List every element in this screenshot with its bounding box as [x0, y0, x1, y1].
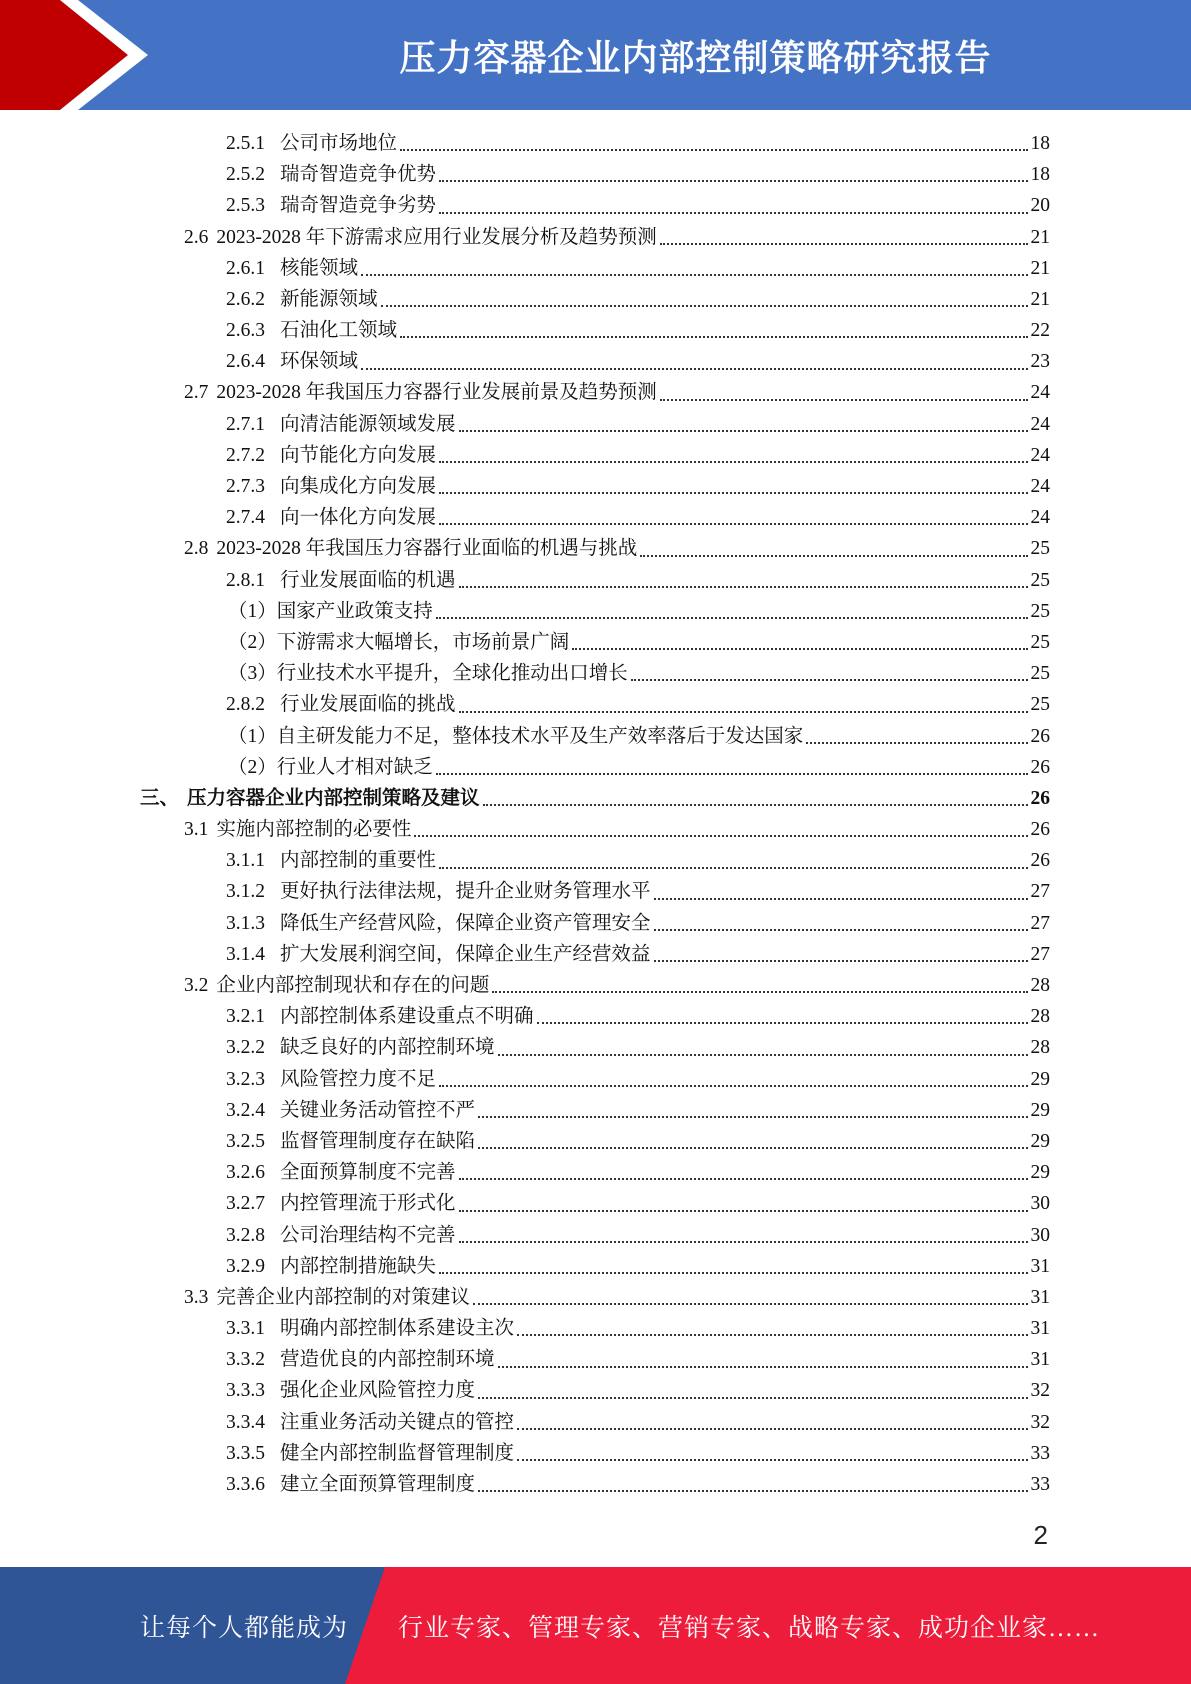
- toc-entry[interactable]: [140, 502, 1050, 533]
- toc-entry-page: 28: [1030, 975, 1050, 997]
- toc-entry-number: 三、: [140, 787, 180, 809]
- toc-entry-title: 降低生产经营风险，保障企业资产管理安全: [280, 912, 651, 934]
- toc-dot-leader: [439, 1271, 1027, 1274]
- toc-entry-title: 2023-2028 年下游需求应用行业发展分析及趋势预测: [216, 226, 657, 248]
- footer-slogan-left: 让每个人都能成为: [140, 1614, 349, 1642]
- toc-entry-number: 3.2.1: [226, 1006, 265, 1028]
- toc-entry-number: 2.7: [184, 382, 209, 404]
- toc-entry-title: 公司市场地位: [280, 132, 398, 154]
- toc-entry[interactable]: [140, 346, 1050, 377]
- toc-dot-leader: [459, 710, 1028, 713]
- toc-entry-page: 31: [1030, 1349, 1050, 1371]
- toc-dot-leader: [459, 1240, 1028, 1243]
- toc-entry-number: 3.2.3: [226, 1068, 265, 1090]
- toc-entry-page: 18: [1030, 164, 1050, 186]
- toc-entry-title: 明确内部控制体系建设主次: [280, 1318, 515, 1340]
- toc-entry[interactable]: [140, 1344, 1050, 1375]
- toc-entry-page: 25: [1030, 694, 1050, 716]
- toc-entry[interactable]: [140, 1220, 1050, 1251]
- toc-entry-page: 26: [1030, 819, 1050, 841]
- toc-entry-title: 向集成化方向发展: [280, 476, 437, 498]
- toc-entry[interactable]: [140, 565, 1050, 596]
- toc-entry-title: 完善企业内部控制的对策建议: [216, 1286, 470, 1308]
- toc-entry[interactable]: [140, 378, 1050, 409]
- toc-entry-page: 28: [1030, 1037, 1050, 1059]
- toc-entry[interactable]: [140, 752, 1050, 783]
- toc-entry-title: 监督管理制度存在缺陷: [280, 1130, 476, 1152]
- toc-entry-page: 26: [1030, 725, 1050, 747]
- toc-entry-page: 21: [1030, 288, 1050, 310]
- toc-entry-page: 31: [1030, 1286, 1050, 1308]
- toc-entry[interactable]: [140, 253, 1050, 284]
- toc-dot-leader: [459, 429, 1028, 432]
- toc-dot-leader: [361, 367, 1027, 370]
- toc-entry-title: 向一体化方向发展: [280, 507, 437, 529]
- toc-entry-page: 25: [1030, 600, 1050, 622]
- toc-dot-leader: [517, 1427, 1027, 1430]
- toc-entry-title: 强化企业风险管控力度: [280, 1380, 476, 1402]
- toc-dot-leader: [483, 803, 1028, 806]
- toc-dot-leader: [439, 866, 1027, 869]
- toc-entry-page: 29: [1030, 1130, 1050, 1152]
- toc-entry[interactable]: [140, 1032, 1050, 1063]
- toc-entry-number: 2.6.3: [226, 320, 265, 342]
- toc-entry-title: 行业发展面临的挑战: [280, 694, 456, 716]
- table-of-contents: [140, 128, 1050, 1500]
- toc-entry-title: 全面预算制度不完善: [280, 1162, 456, 1184]
- toc-entry[interactable]: [140, 1313, 1050, 1344]
- toc-entry-number: 3.2.5: [226, 1130, 265, 1152]
- toc-entry-number: 3.2.6: [226, 1162, 265, 1184]
- toc-entry-page: 25: [1030, 663, 1050, 685]
- toc-entry-title: 石油化工领域: [280, 320, 398, 342]
- toc-dot-leader: [459, 585, 1028, 588]
- toc-entry[interactable]: [140, 1188, 1050, 1219]
- toc-entry[interactable]: [140, 190, 1050, 221]
- toc-dot-leader: [459, 1177, 1028, 1180]
- toc-entry-title: 向节能化方向发展: [280, 444, 437, 466]
- toc-entry[interactable]: [140, 970, 1050, 1001]
- toc-entry-page: 25: [1030, 631, 1050, 653]
- header-banner: [0, 0, 1191, 110]
- toc-entry[interactable]: [140, 627, 1050, 658]
- toc-entry-title: 行业发展面临的机遇: [280, 569, 456, 591]
- toc-entry-page: 28: [1030, 1006, 1050, 1028]
- toc-entry-title: 更好执行法律法规，提升企业财务管理水平: [280, 881, 651, 903]
- toc-dot-leader: [517, 1458, 1027, 1461]
- toc-entry-number: （2）: [228, 756, 277, 778]
- toc-entry[interactable]: [140, 814, 1050, 845]
- toc-entry-number: 3.3.3: [226, 1380, 265, 1402]
- toc-dot-leader: [660, 398, 1028, 401]
- toc-entry-title: 内控管理流于形式化: [280, 1193, 456, 1215]
- toc-entry-title: 压力容器企业内部控制策略及建议: [187, 787, 480, 809]
- toc-entry-number: 3.3.6: [226, 1474, 265, 1496]
- toc-dot-leader: [498, 1053, 1028, 1056]
- toc-entry-page: 25: [1030, 538, 1050, 560]
- toc-dot-leader: [537, 1021, 1028, 1024]
- toc-entry-page: 33: [1030, 1474, 1050, 1496]
- toc-entry[interactable]: [140, 1438, 1050, 1469]
- toc-entry-title: 瑞奇智造竞争优势: [280, 164, 437, 186]
- toc-entry-page: 21: [1030, 257, 1050, 279]
- toc-entry-title: 建立全面预算管理制度: [280, 1474, 476, 1496]
- toc-entry[interactable]: [140, 596, 1050, 627]
- toc-entry-number: （3）: [228, 663, 277, 685]
- toc-dot-leader: [436, 616, 1028, 619]
- toc-entry-number: 3.3.2: [226, 1349, 265, 1371]
- toc-dot-leader: [478, 1489, 1027, 1492]
- toc-entry-number: 2.6.1: [226, 257, 265, 279]
- toc-dot-leader: [640, 554, 1027, 557]
- toc-entry[interactable]: [140, 1376, 1050, 1407]
- page-number: 2: [1033, 1520, 1048, 1550]
- toc-entry-number: 2.7.1: [226, 413, 265, 435]
- toc-dot-leader: [478, 1396, 1027, 1399]
- toc-entry-title: 企业内部控制现状和存在的问题: [216, 975, 490, 997]
- toc-entry[interactable]: [140, 128, 1050, 159]
- toc-entry-title: 环保领域: [280, 351, 359, 373]
- toc-entry[interactable]: [140, 1126, 1050, 1157]
- report-title: 压力容器企业内部控制策略研究报告: [399, 37, 992, 79]
- toc-entry-page: 33: [1030, 1442, 1050, 1464]
- toc-entry-page: 30: [1030, 1193, 1050, 1215]
- toc-entry-number: 3.1.3: [226, 912, 265, 934]
- toc-entry-title: 缺乏良好的内部控制环境: [280, 1037, 495, 1059]
- toc-entry-number: 2.7.2: [226, 444, 265, 466]
- toc-dot-leader: [400, 335, 1027, 338]
- toc-dot-leader: [660, 242, 1028, 245]
- toc-entry-number: 2.7.3: [226, 476, 265, 498]
- toc-entry-title: 内部控制措施缺失: [280, 1255, 437, 1277]
- toc-dot-leader: [631, 678, 1028, 681]
- toc-entry-title: 瑞奇智造竞争劣势: [280, 195, 437, 217]
- toc-dot-leader: [654, 897, 1028, 900]
- toc-entry-page: 24: [1030, 413, 1050, 435]
- toc-entry[interactable]: [140, 1064, 1050, 1095]
- toc-entry-title: 自主研发能力不足，整体技术水平及生产效率落后于发达国家: [276, 725, 804, 747]
- toc-entry-page: 29: [1030, 1099, 1050, 1121]
- toc-entry-page: 30: [1030, 1224, 1050, 1246]
- toc-entry[interactable]: [140, 440, 1050, 471]
- toc-entry-page: 22: [1030, 320, 1050, 342]
- toc-entry-number: 2.7.4: [226, 507, 265, 529]
- toc-entry[interactable]: [140, 284, 1050, 315]
- toc-entry[interactable]: [140, 1282, 1050, 1313]
- toc-entry-number: 3.3.1: [226, 1318, 265, 1340]
- toc-entry-page: 32: [1030, 1380, 1050, 1402]
- toc-dot-leader: [478, 1146, 1027, 1149]
- toc-dot-leader: [572, 647, 1027, 650]
- toc-entry-title: 内部控制体系建设重点不明确: [280, 1006, 534, 1028]
- toc-entry[interactable]: [140, 533, 1050, 564]
- toc-dot-leader: [436, 772, 1028, 775]
- toc-entry-number: 3.2: [184, 975, 209, 997]
- toc-entry-page: 18: [1030, 132, 1050, 154]
- toc-entry-title: 关键业务活动管控不严: [280, 1099, 476, 1121]
- toc-entry[interactable]: [140, 471, 1050, 502]
- toc-entry-title: 2023-2028 年我国压力容器行业面临的机遇与挑战: [216, 538, 638, 560]
- toc-entry-page: 31: [1030, 1255, 1050, 1277]
- toc-entry-number: 3.1: [184, 819, 209, 841]
- toc-dot-leader: [654, 928, 1028, 931]
- toc-dot-leader: [414, 834, 1027, 837]
- toc-entry[interactable]: [140, 908, 1050, 939]
- toc-entry[interactable]: [140, 159, 1050, 190]
- toc-entry[interactable]: [140, 315, 1050, 346]
- toc-entry-title: 注重业务活动关键点的管控: [280, 1411, 515, 1433]
- toc-entry-number: 2.5.1: [226, 132, 265, 154]
- toc-entry-number: 3.2.8: [226, 1224, 265, 1246]
- toc-entry-number: （1）: [228, 600, 277, 622]
- toc-dot-leader: [806, 741, 1027, 744]
- toc-entry-number: 2.6.4: [226, 351, 265, 373]
- toc-entry-number: 3.1.4: [226, 943, 265, 965]
- toc-entry[interactable]: [140, 877, 1050, 908]
- toc-entry[interactable]: [140, 1095, 1050, 1126]
- toc-entry-title: 国家产业政策支持: [276, 600, 433, 622]
- toc-entry-number: 3.2.9: [226, 1255, 265, 1277]
- toc-dot-leader: [439, 491, 1027, 494]
- toc-entry-number: （2）: [228, 631, 277, 653]
- toc-entry-title: 核能领域: [280, 257, 359, 279]
- toc-dot-leader: [517, 1333, 1027, 1336]
- toc-entry-title: 健全内部控制监督管理制度: [280, 1442, 515, 1464]
- toc-dot-leader: [478, 1115, 1027, 1118]
- toc-entry[interactable]: [140, 783, 1050, 814]
- toc-dot-leader: [439, 211, 1027, 214]
- toc-entry-number: 3.2.7: [226, 1193, 265, 1215]
- toc-entry-number: 3.3: [184, 1286, 209, 1308]
- toc-entry-title: 下游需求大幅增长，市场前景广阔: [276, 631, 570, 653]
- toc-entry[interactable]: [140, 689, 1050, 720]
- toc-entry[interactable]: [140, 845, 1050, 876]
- toc-entry-page: 24: [1030, 507, 1050, 529]
- toc-entry[interactable]: [140, 409, 1050, 440]
- toc-entry-title: 新能源领域: [280, 288, 378, 310]
- toc-entry[interactable]: [140, 721, 1050, 752]
- toc-entry-number: 2.6: [184, 226, 209, 248]
- toc-entry-page: 29: [1030, 1068, 1050, 1090]
- toc-entry-title: 行业技术水平提升，全球化推动出口增长: [276, 663, 628, 685]
- toc-entry-number: 3.1.1: [226, 850, 265, 872]
- toc-entry-number: 3.2.2: [226, 1037, 265, 1059]
- toc-entry-page: 27: [1030, 881, 1050, 903]
- toc-entry-title: 公司治理结构不完善: [280, 1224, 456, 1246]
- toc-entry-page: 26: [1030, 850, 1050, 872]
- footer-banner: [0, 1567, 1191, 1684]
- toc-entry-number: 2.8: [184, 538, 209, 560]
- toc-entry-title: 实施内部控制的必要性: [216, 819, 412, 841]
- toc-dot-leader: [439, 460, 1027, 463]
- toc-entry-page: 29: [1030, 1162, 1050, 1184]
- toc-entry[interactable]: [140, 1407, 1050, 1438]
- toc-entry-title: 2023-2028 年我国压力容器行业发展前景及趋势预测: [216, 382, 657, 404]
- toc-dot-leader: [459, 1209, 1028, 1212]
- toc-dot-leader: [439, 1084, 1027, 1087]
- toc-entry-page: 27: [1030, 943, 1050, 965]
- toc-entry-title: 扩大发展利润空间，保障企业生产经营效益: [280, 943, 651, 965]
- toc-entry-title: 风险管控力度不足: [280, 1068, 437, 1090]
- toc-entry-page: 31: [1030, 1318, 1050, 1340]
- toc-dot-leader: [498, 1365, 1028, 1368]
- toc-entry-page: 24: [1030, 444, 1050, 466]
- toc-entry-page: 24: [1030, 382, 1050, 404]
- toc-entry-number: 2.5.3: [226, 195, 265, 217]
- footer-slogan-right: 行业专家、管理专家、营销专家、战略专家、成功企业家……: [398, 1614, 1101, 1642]
- toc-dot-leader: [492, 990, 1027, 993]
- toc-entry-page: 23: [1030, 351, 1050, 373]
- toc-entry-page: 27: [1030, 912, 1050, 934]
- toc-entry-page: 26: [1030, 756, 1050, 778]
- toc-entry-page: 25: [1030, 569, 1050, 591]
- toc-entry-number: 2.6.2: [226, 288, 265, 310]
- toc-entry[interactable]: [140, 658, 1050, 689]
- toc-dot-leader: [654, 959, 1028, 962]
- toc-entry-number: 2.8.2: [226, 694, 265, 716]
- toc-entry[interactable]: [140, 1251, 1050, 1282]
- toc-dot-leader: [439, 522, 1027, 525]
- toc-entry-page: 24: [1030, 476, 1050, 498]
- toc-entry-number: 2.8.1: [226, 569, 265, 591]
- toc-entry[interactable]: [140, 1157, 1050, 1188]
- toc-entry-title: 向清洁能源领域发展: [280, 413, 456, 435]
- toc-entry-number: 3.1.2: [226, 881, 265, 903]
- toc-entry-number: 3.2.4: [226, 1099, 265, 1121]
- toc-entry-title: 行业人才相对缺乏: [276, 756, 433, 778]
- toc-dot-leader: [400, 148, 1027, 151]
- toc-entry-page: 26: [1030, 787, 1050, 809]
- toc-entry-number: 3.3.5: [226, 1442, 265, 1464]
- toc-entry[interactable]: [140, 939, 1050, 970]
- toc-dot-leader: [473, 1302, 1028, 1305]
- toc-entry-page: 20: [1030, 195, 1050, 217]
- toc-entry[interactable]: [140, 222, 1050, 253]
- toc-entry-number: （1）: [228, 725, 277, 747]
- toc-entry[interactable]: [140, 1001, 1050, 1032]
- toc-dot-leader: [361, 273, 1027, 276]
- toc-entry-number: 2.5.2: [226, 164, 265, 186]
- toc-dot-leader: [381, 304, 1028, 307]
- toc-entry-page: 32: [1030, 1411, 1050, 1433]
- toc-entry-title: 营造优良的内部控制环境: [280, 1349, 495, 1371]
- toc-entry-title: 内部控制的重要性: [280, 850, 437, 872]
- toc-dot-leader: [439, 179, 1027, 182]
- toc-entry-number: 3.3.4: [226, 1411, 265, 1433]
- toc-entry-page: 21: [1030, 226, 1050, 248]
- toc-entry[interactable]: [140, 1469, 1050, 1500]
